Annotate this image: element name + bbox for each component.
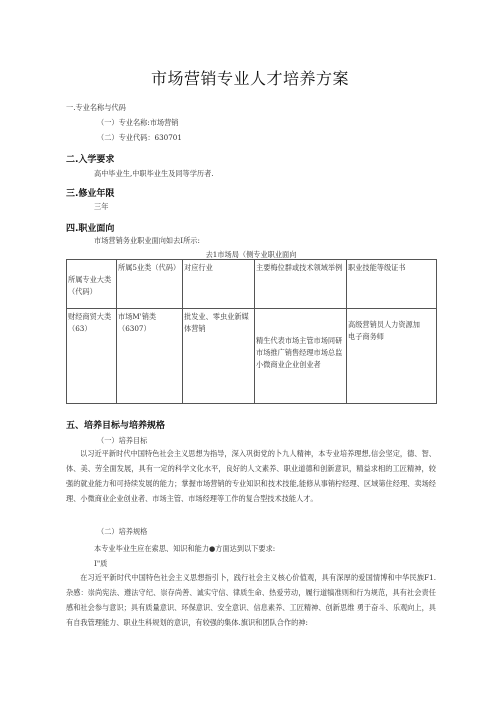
header-cell-industry: 对应行业 [183, 260, 255, 309]
positions-line-3: 小微商业企业创业者 [256, 360, 321, 369]
header-cell-category: 所属专业大类（代码） [67, 260, 117, 309]
training-goal-subheading: （一）培养目标 [97, 436, 148, 445]
certificate-line-2: 电子商务师 [348, 332, 384, 341]
section-1-heading: 一.专业名称与代码 [66, 103, 126, 112]
section-2-heading: 二.入学要求 [66, 155, 115, 165]
quality-subheading: I"质 [94, 559, 108, 568]
training-goal-paragraph: 以习近平新时代中国特色社会主义思想为指导，深入巩街党的卜九人精神，本专业培养理想,信会坚定，德、智、体、美、劳全面发展，具有一定的科学文化水平，良好的人文素养、职业道德和创新意识，精益求相的工匠精神，较强的就业能力和可持续发展的能力；掌握市场营销的专业知识和技术技能,能修从事销柠经理、区域第住经理、卖场经理、小微商业企业创业者、市场主管、市场经理等工作的复合型技术技能人才。 [66, 449, 436, 503]
section-4-heading: 四.职业面向 [66, 224, 115, 234]
positions-line-2: 市场推广销售经理市场总监 [256, 348, 343, 357]
table-row [67, 309, 437, 404]
major-code: （二）专业代码：630701 [97, 133, 182, 142]
cell-category: 财经商贸大类（63） [67, 309, 117, 404]
positions-line-1: 精生代表市场主管市场同研 [256, 336, 343, 345]
study-duration-text: 三年 [94, 202, 109, 211]
cell-positions [255, 309, 347, 404]
table-header-row [67, 260, 437, 309]
section-5-heading: 五、培养目标与培养规格 [66, 421, 166, 431]
header-cell-certificates: 职业技能等级证书 [347, 260, 437, 309]
entry-requirement-text: 高中毕业生,中职毕业生及同等学历者. [94, 169, 214, 178]
career-table [66, 259, 437, 404]
header-cell-subcategory: 所属5业类（代码） [117, 260, 183, 309]
section-3-heading: 三.修业年限 [66, 189, 115, 199]
header-cell-positions: 主要梅位群或技术领域举例 [255, 260, 347, 309]
training-spec-subheading: （二）培养规格 [97, 527, 148, 536]
page-title: 市场营销专业人才培养方案 [150, 69, 349, 88]
training-spec-intro: 本专业毕业生应在索思、知识和能力●方面达到以下要求: [94, 544, 276, 553]
major-name: （一）专业名称:市场营销 [97, 118, 179, 127]
quality-paragraph: 在习近平新时代中国特色社会主义思想指引卜，践行社会主义核心价值观，具有深厚的爱国情博和中华民族F1.杂感：崇尚宪法、遵法守纪、崇存尚善、诚实守信、律质生命、热爱劳动，履行道犒准则和行为规范，具有社会责任感和社会参与意识；具有质量意识、环保意识、安全意识、信息素养、工匠精神、创新思维 勇于奋斗、乐观向上，具有自我管理能力、职业生科规划的意识，有较强的集体.旗识和团队合作的神: [66, 573, 436, 627]
career-intro-text: 市场营销务业职业面向如去Ⅰ所示: [94, 236, 200, 245]
table-caption: 去1市场局（侧专业职业面向 [205, 250, 297, 259]
certificate-line-1: 高级营销员人力资源加 [348, 320, 420, 329]
cell-certificates [347, 309, 437, 404]
cell-subcategory: 市场M'销类（6307） [117, 309, 183, 404]
cell-industry: 批发业、零虫业新媒体营销 [183, 309, 255, 404]
